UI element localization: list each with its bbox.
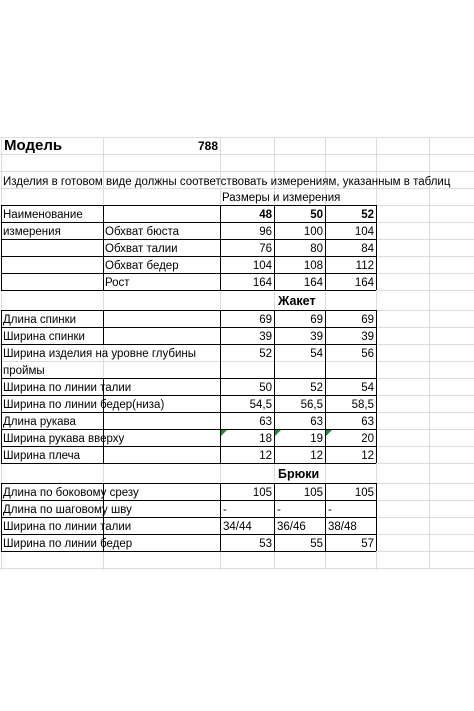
cell-value: 164	[303, 277, 323, 289]
cell-value: 76	[259, 243, 272, 255]
cell-value: 12	[259, 450, 272, 462]
row-label: Длина спинки	[3, 314, 77, 326]
cell-value: 50	[259, 382, 272, 394]
cell-value: 84	[361, 243, 374, 255]
cell-value: 58,5	[351, 399, 374, 411]
cell-value: 105	[354, 487, 374, 499]
row-label: Ширина рукава вверху	[3, 433, 125, 445]
row-label: Ширина изделия на уровне глубины	[3, 348, 197, 360]
cell-value: 20	[361, 433, 374, 445]
cell-value: 63	[310, 416, 323, 428]
cell-value: 56	[361, 348, 374, 360]
row-label: проймы	[3, 365, 45, 377]
cell-value: 57	[361, 538, 374, 550]
cell-value: 55	[310, 538, 323, 550]
cell-value: 108	[303, 260, 323, 272]
cell-value: 54	[361, 382, 374, 394]
cell-value: 36/46	[277, 521, 306, 533]
row-label: Ширина по линии бедер	[3, 538, 133, 550]
cell-value: 12	[361, 450, 374, 462]
cell-value: 12	[310, 450, 323, 462]
row-label: Ширина по линии талии	[3, 521, 132, 533]
model-label: Модель	[4, 137, 63, 154]
row-label: Ширина плеча	[3, 450, 81, 462]
model-number: 788	[197, 139, 218, 153]
cell-value: 39	[361, 331, 374, 343]
size-50: 50	[310, 209, 323, 221]
cell-value: 96	[259, 226, 272, 238]
row-label: Рост	[105, 277, 130, 289]
cell-value: 54	[310, 348, 323, 360]
requirements-note: Изделия в готовом виде должны соответствовать измерениям, указанным в таблиц	[3, 176, 451, 188]
cell-error-indicator	[275, 430, 281, 436]
cell-value: 105	[303, 487, 323, 499]
cell-value: -	[223, 504, 227, 516]
cell-value: 56,5	[300, 399, 323, 411]
cell-value: 52	[310, 382, 323, 394]
cell-value: 69	[310, 314, 323, 326]
row-label: Длина рукава	[3, 416, 76, 428]
cell-value: 63	[361, 416, 374, 428]
cell-value: 104	[354, 226, 374, 238]
name-label-line1: Наименование	[3, 209, 83, 221]
cell-value: 164	[252, 277, 272, 289]
cell-value: 105	[252, 487, 272, 499]
row-label: Длина по шаговому шву	[3, 504, 132, 516]
cell-value: 54,5	[249, 399, 272, 411]
row-label: Ширина по линии бедер(низа)	[3, 399, 165, 411]
size-52: 52	[361, 209, 374, 221]
sizes-header: Размеры и измерения	[222, 192, 341, 204]
cell-value: 39	[259, 331, 272, 343]
cell-value: 34/44	[223, 521, 252, 533]
cell-value: 112	[355, 260, 374, 272]
cell-error-indicator	[326, 430, 332, 436]
cell-value: 104	[252, 260, 272, 272]
cell-error-indicator	[221, 430, 227, 436]
row-label: Длина по боковому срезу	[3, 487, 139, 499]
cell-value: 38/48	[328, 521, 357, 533]
cell-value: 69	[259, 314, 272, 326]
jacket-section-title: Жакет	[278, 294, 316, 308]
cell-value: -	[277, 504, 281, 516]
row-label: Обхват бедер	[105, 260, 179, 272]
cell-value: 39	[310, 331, 323, 343]
trousers-section-title: Брюки	[278, 467, 320, 481]
name-label-line2: измерения	[3, 226, 61, 238]
cell-value: 53	[259, 538, 272, 550]
cell-value: 69	[361, 314, 374, 326]
cell-value: 19	[310, 433, 323, 445]
cell-value: 80	[310, 243, 323, 255]
cell-value: -	[328, 504, 332, 516]
cell-value: 52	[259, 348, 272, 360]
row-label: Обхват талии	[105, 243, 178, 255]
row-label: Обхват бюста	[105, 226, 179, 238]
size-48: 48	[259, 209, 272, 221]
row-label: Ширина по линии талии	[3, 382, 132, 394]
cell-value: 100	[303, 226, 323, 238]
row-label: Ширина спинки	[3, 331, 85, 343]
cell-value: 18	[259, 433, 272, 445]
cell-value: 63	[259, 416, 272, 428]
cell-value: 164	[354, 277, 374, 289]
